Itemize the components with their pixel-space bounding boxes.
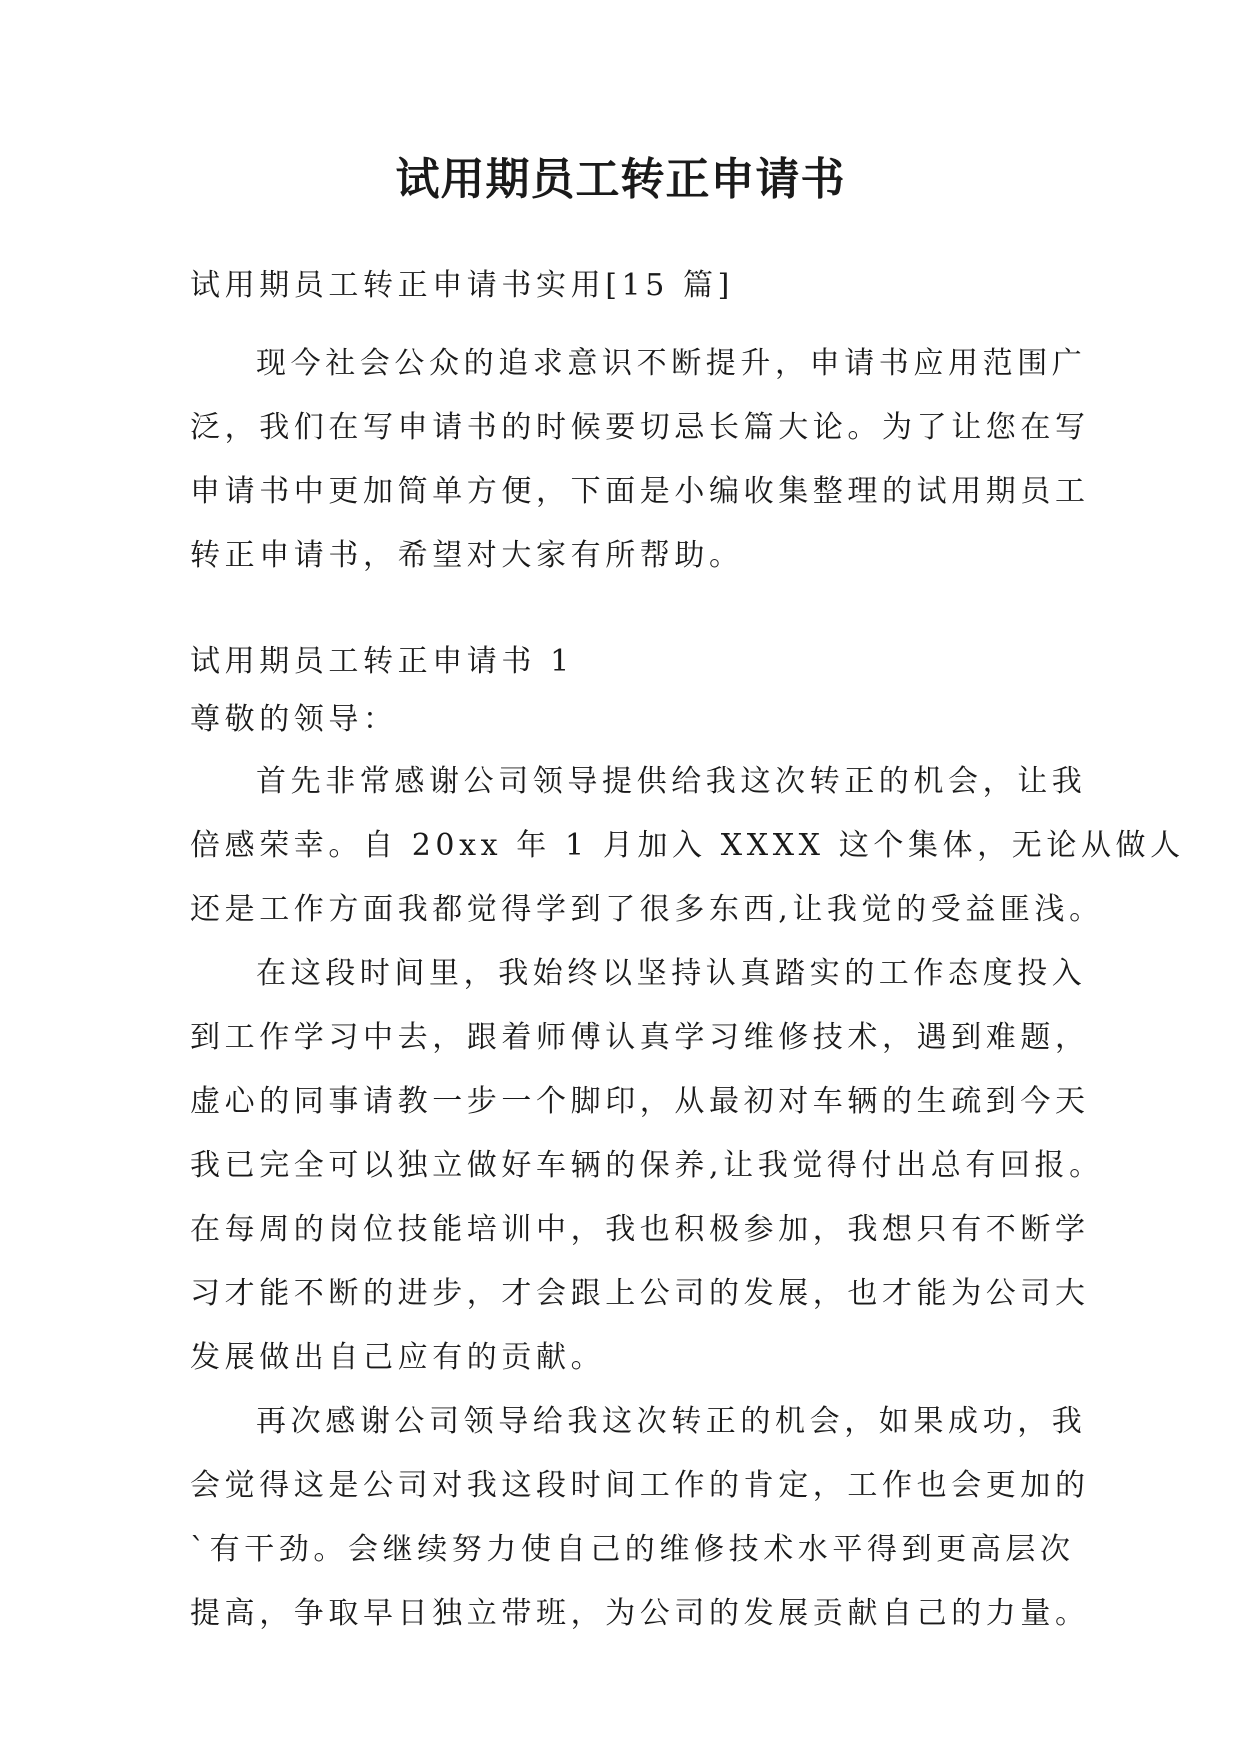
section-heading: 试用期员工转正申请书 1 [190,644,574,679]
intro-line: 转正申请书，希望对大家有所帮助。 [190,538,744,573]
paragraph-line: 发展做出自己应有的贡献。 [190,1340,606,1375]
paragraph-line: 提高，争取早日独立带班，为公司的发展贡献自己的力量。 [190,1596,1090,1631]
intro-line: 现今社会公众的追求意识不断提升，申请书应用范围广 [256,346,1087,381]
paragraph-line: 在这段时间里，我始终以坚持认真踏实的工作态度投入 [256,956,1087,991]
intro-line: 泛，我们在写申请书的时候要切忌长篇大论。为了让您在写 [190,410,1090,445]
paragraph-line: 我已完全可以独立做好车辆的保养,让我觉得付出总有回报。 [190,1148,1104,1183]
intro-line: 申请书中更加简单方便，下面是小编收集整理的试用期员工 [190,474,1090,509]
document-title: 试用期员工转正申请书 [395,154,846,205]
paragraph-line: 会觉得这是公司对我这段时间工作的肯定，工作也会更加的 [190,1468,1090,1503]
paragraph-line: 到工作学习中去，跟着师傅认真学习维修技术，遇到难题， [190,1020,1090,1055]
paragraph-line: `有干劲。会继续努力使自己的维修技术水平得到更高层次 [190,1532,1075,1567]
paragraph-line: 倍感荣幸。自 20xx 年 1 月加入 XXXX 这个集体，无论从做人 [190,828,1185,863]
paragraph-line: 虚心的同事请教一步一个脚印，从最初对车辆的生疏到今天 [190,1084,1090,1119]
paragraph-line: 还是工作方面我都觉得学到了很多东西,让我觉的受益匪浅。 [190,892,1104,927]
paragraph-line: 在每周的岗位技能培训中，我也积极参加，我想只有不断学 [190,1212,1090,1247]
salutation: 尊敬的领导： [190,702,398,737]
paragraph-line: 习才能不断的进步，才会跟上公司的发展，也才能为公司大 [190,1276,1090,1311]
paragraph-line: 首先非常感谢公司领导提供给我这次转正的机会，让我 [256,764,1087,799]
document-subtitle: 试用期员工转正申请书实用[15 篇] [190,268,734,303]
paragraph-line: 再次感谢公司领导给我这次转正的机会，如果成功，我 [256,1404,1087,1439]
